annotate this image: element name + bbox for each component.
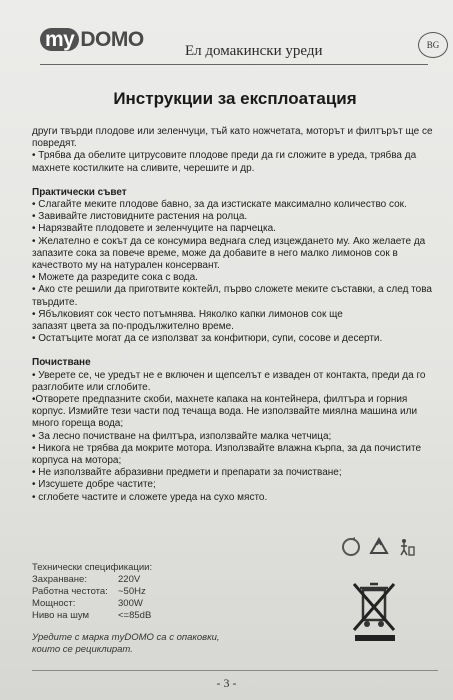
text-line: • сглобете частите и сложете уреда на сухо място.: [32, 491, 268, 503]
technical-specs: [32, 562, 152, 622]
text-line: •Отворете предпазните скоби, махнете капака на контейнера, филтъра и горния: [32, 394, 408, 406]
spec-row: Ниво на шум <=85dB: [32, 610, 152, 621]
text-line: • Уверете се, че уредът не е включен и щепселът е изваден от контакта, преди да го: [32, 369, 426, 381]
recycle-triangle-icon: [368, 536, 390, 558]
symbol-icons: [340, 536, 418, 558]
text-line: запазите сока за повече време, може да добавите в него малко лимонов сок в: [32, 247, 398, 259]
spec-row: Мощност: 300W: [32, 598, 143, 609]
text-line: махнете костилките на сливите, черешите и др.: [32, 162, 255, 174]
recycle-note: Уредите с марка myDOMO са с опаковки, които се рециклират.: [32, 632, 220, 655]
text-line: • Трябва да обелите цитрусовите плодове преди да ги сложите в уреда, трябва да: [32, 150, 417, 162]
spec-row: Работна честота: ~50Hz: [32, 586, 146, 597]
text-line: разглобите или сглобите.: [32, 381, 151, 393]
brand-logo: my DOMO: [40, 28, 144, 52]
text-line: • За лесно почистване на филтъра, използвайте малка четчица;: [32, 430, 332, 442]
text-line: • Не използвайте абразивни предмети и препарати за почистване;: [32, 467, 342, 479]
language-badge: BG: [418, 32, 448, 58]
text-line: • Желателно е сокът да се консумира веднага след изцеждането му. Ако желаете да: [32, 235, 426, 247]
page-title: Инструкции за експлоатация: [113, 89, 357, 108]
crossed-bin-icon: [350, 580, 400, 642]
footer-divider: [32, 670, 438, 671]
text-line: много гореща вода;: [32, 418, 124, 430]
text-line: • Слагайте меките плодове бавно, за да изстискате максимално количество сок.: [32, 199, 407, 211]
text-line: корпуса на мотора;: [32, 455, 122, 467]
text-line: • Никога не трябва да мокрите мотора. Използвайте влажна кърпа, за да почистите: [32, 442, 422, 454]
text-line: • Ако сте решили да приготвите коктейл, първо сложете меките съставки, а след това: [32, 284, 432, 296]
text-line: • Нарязвайте плодовете и зеленчуците на парчецка.: [32, 223, 276, 235]
text-line: • Завивайте листовидните растения на ролца.: [32, 211, 248, 223]
header-divider: [40, 64, 428, 65]
header-title: Ел домакински уреди: [185, 43, 323, 59]
body-text: [32, 126, 452, 504]
specs-heading: Технически спецификации:: [32, 562, 153, 573]
section-heading-cleaning: Почистване: [32, 357, 91, 369]
text-line: запазят цвета за по-продължително време.: [32, 321, 234, 333]
tidy-man-icon: [396, 536, 418, 558]
text-line: • Изсушете добре частите;: [32, 479, 156, 491]
text-line: други твърди плодове или зеленчуци, тъй като ножчетата, моторът и филтърът ще се: [32, 126, 433, 137]
text-line: корпус. Измийте тези части под течаща вода. Не използвайте миялна машина или: [32, 406, 418, 418]
text-line: • Можете да разредите сока с вода.: [32, 272, 198, 284]
text-line: твърдите.: [32, 296, 78, 308]
text-line: качеството му на натурален консервант.: [32, 260, 220, 272]
recycle-loop-icon: [340, 536, 362, 558]
page-header: [0, 0, 453, 70]
text-line: повредят.: [32, 138, 77, 150]
page-number: - 3 -: [216, 676, 237, 690]
section-heading-tips: Практически съвет: [32, 186, 127, 198]
text-line: • Остатъците могат да се използват за конфитюри, супи, сосове и десерти.: [32, 333, 383, 345]
spec-row: Захранване: 220V: [32, 574, 141, 585]
text-line: • Ябълковият сок често потъмнява. Няколко капки лимонов сок ще: [32, 308, 343, 320]
